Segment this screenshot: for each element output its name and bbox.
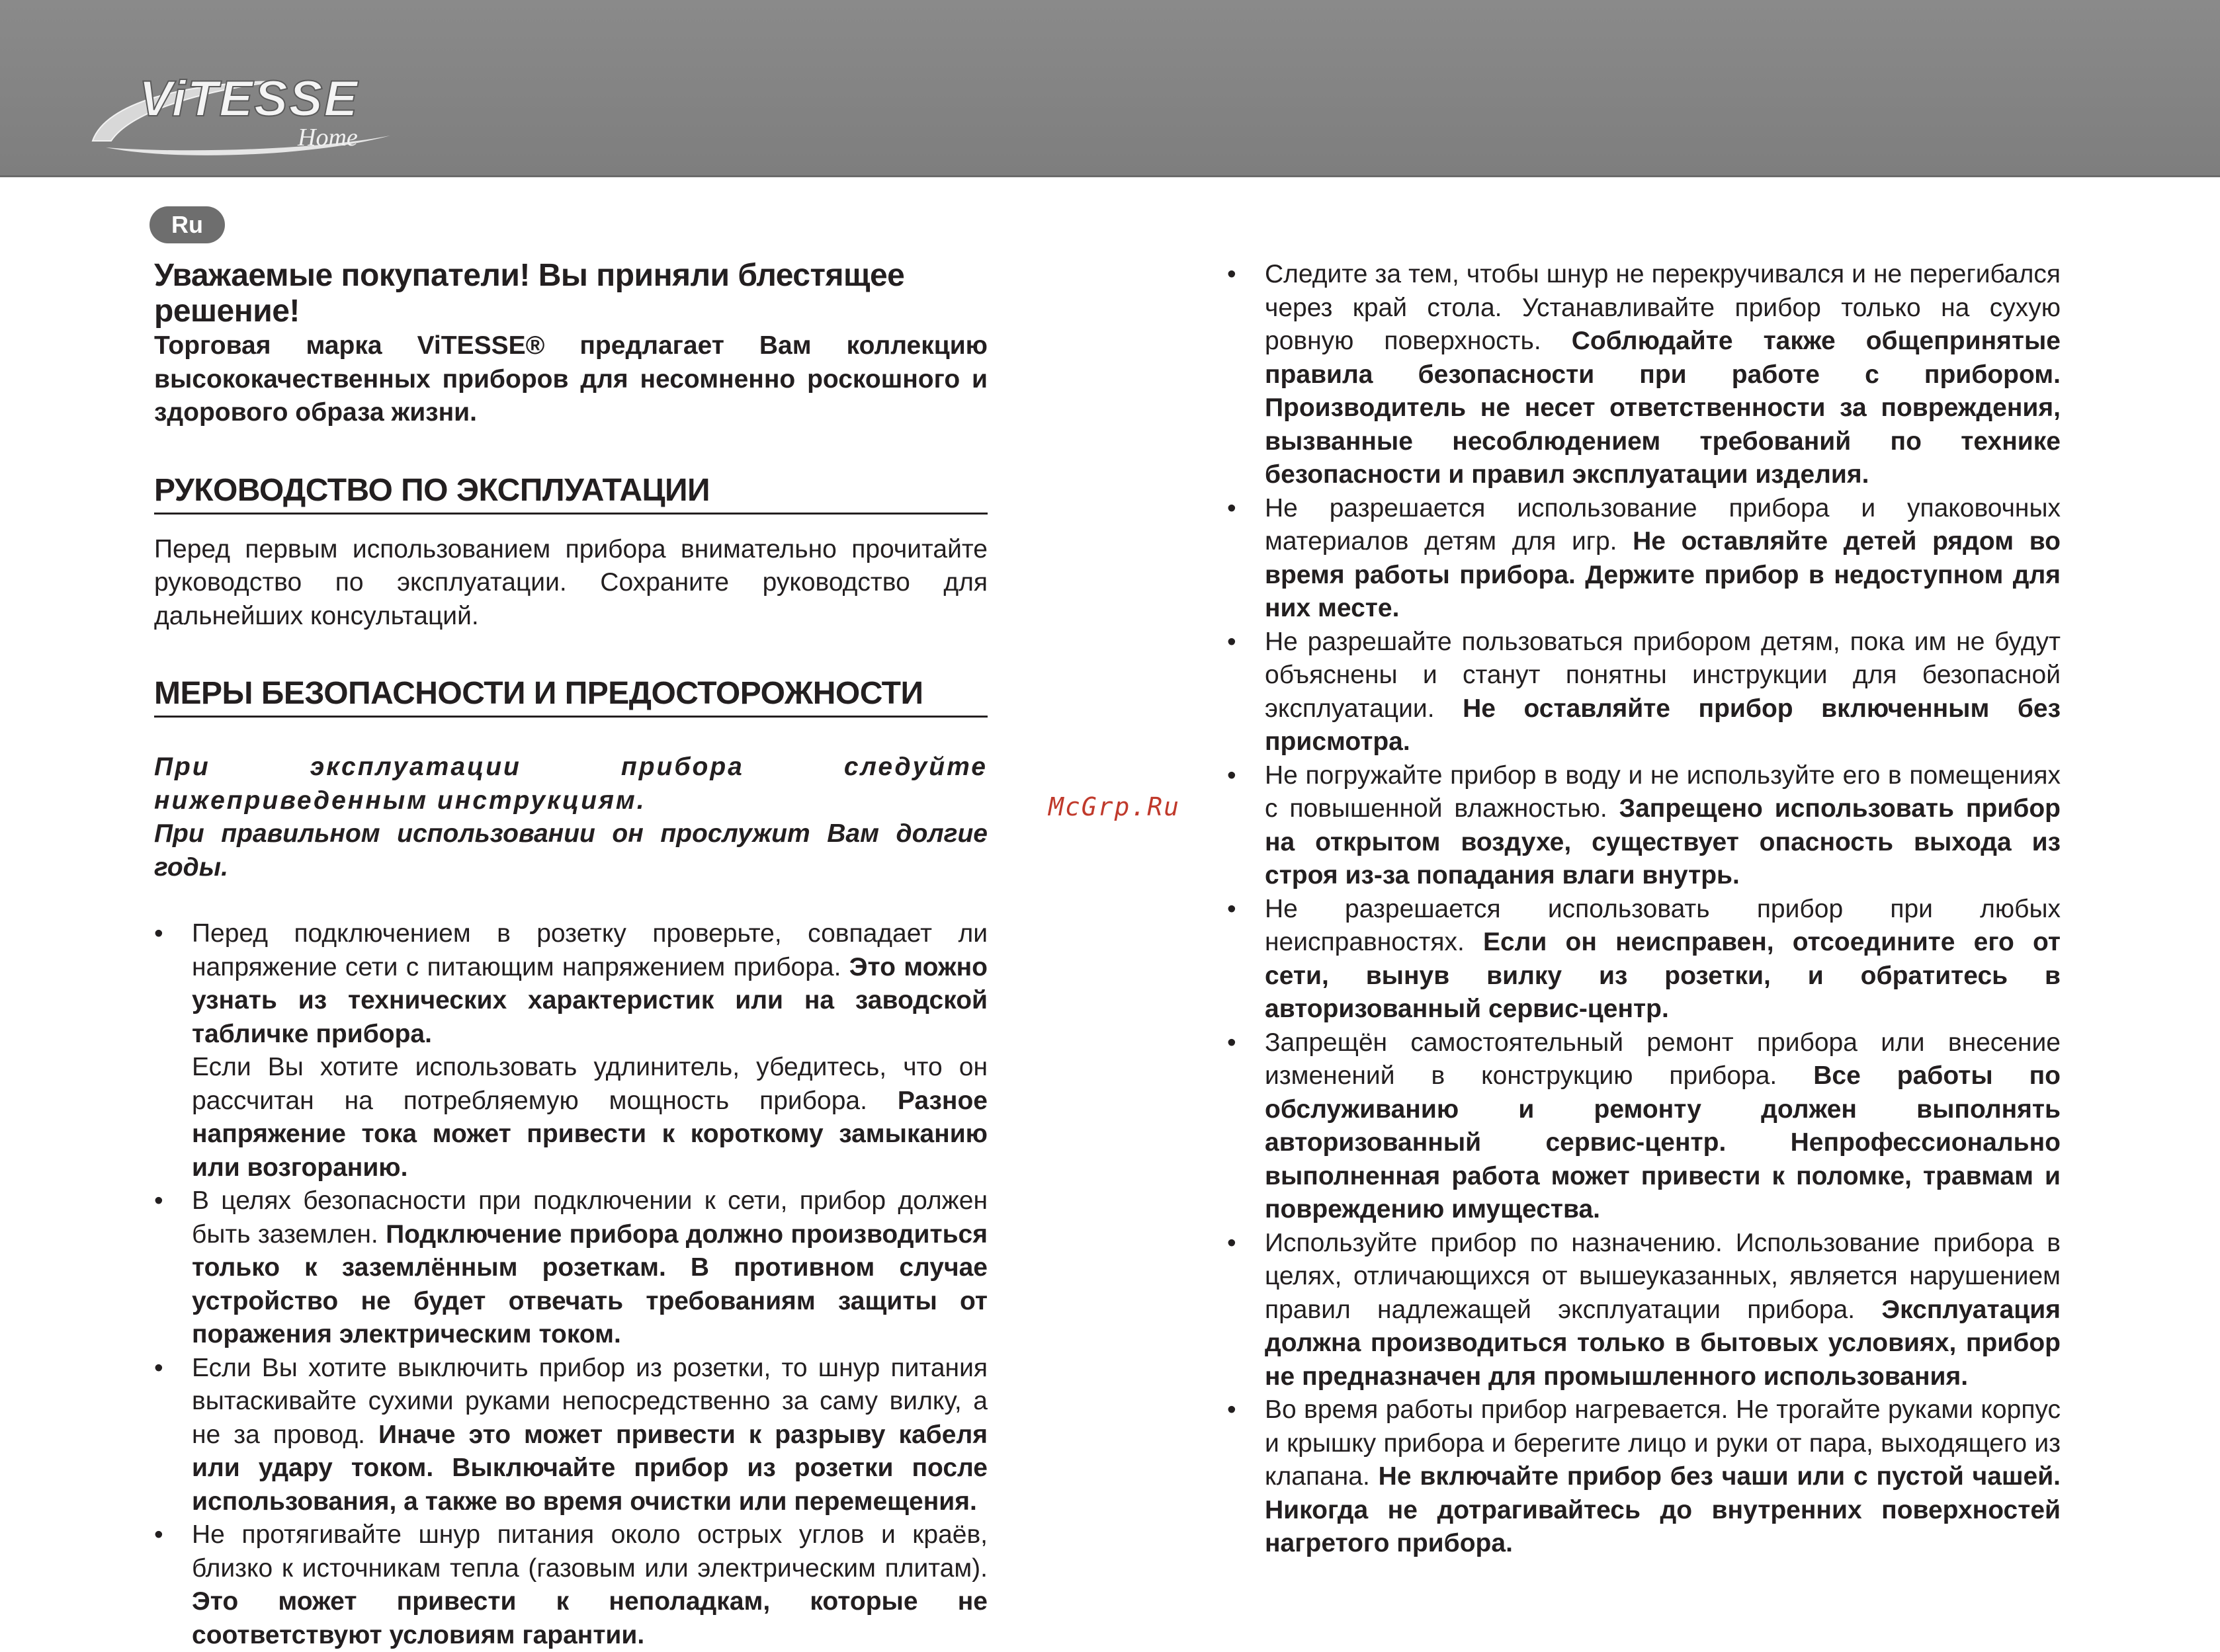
bullet-text: Если Вы хотите выключить прибор из розетки, то шнур питания вытаскивайте сухими руками непосредственно за саму вилку, а не за провод. [192,1353,988,1449]
bullet-bold-text: Это можно узнать из технических характеристик или на заводской табличке прибора. [192,952,988,1048]
list-item [1227,1227,2061,1394]
list-item [1227,258,2061,492]
list-item [1227,1393,2061,1561]
bullet-text: Запрещён самостоятельный ремонт прибора или внесение изменений в конструкцию прибора. [1265,1028,2061,1090]
bullet-text: Не разрешается использование прибора и упаковочных материалов детям для игр. [1265,493,2061,556]
watermark: McGrp.Ru [1048,792,1181,821]
bullet-bold-text: Не включайте прибор без чаши или с пустой чашей. Никогда не дотрагивайтесь до внутренних поверхностей нагретого прибора. [1265,1462,2061,1557]
bullet-bold-text: Не оставляйте прибор включенным без присмотра. [1265,694,2061,756]
list-item [1227,492,2061,626]
safety-intro-1: При эксплуатации прибора следуйте нижеприведенным инструкциям. [154,753,988,815]
logo-brand-sub: Home [298,124,358,151]
bullet-bold-text: Все работы по обслуживанию и ремонту должен выполнять авторизованный сервис-центр. Непрофессионально выполненная работа может привести к поломке, травмам и повреждению имущества. [1265,1061,2061,1223]
list-item [154,1184,988,1352]
manual-section-body: Перед первым использованием прибора внимательно прочитайте руководство по эксплуатации. Сохраните руководство для дальнейших консультаций. [154,534,988,630]
left-column [154,258,988,1652]
bullet-text: В целях безопасности при подключении к сети, прибор должен быть заземлен. [192,1186,988,1249]
safety-section-title: МЕРЫ БЕЗОПАСНОСТИ И ПРЕДОСТОРОЖНОСТИ [154,675,988,718]
list-item [154,917,988,1184]
bullet-bold-text: Соблюдайте также общепринятые правила безопасности при работе с прибором. Производитель не несет ответственности за повреждения, вызванные несоблюдением требований по технике безопасности и правил эксплуатации изделия. [1265,327,2061,489]
list-item [154,1352,988,1519]
bullet-bold-text: Запрещено использовать прибор на открытом воздухе, существует опасность выхода из строя из-за попадания влаги внутрь. [1265,794,2061,889]
list-item [1227,893,2061,1026]
greeting-title: Уважаемые покупатели! Вы приняли блестящее решение! [154,258,905,329]
manual-section-title: РУКОВОДСТВО ПО ЭКСПЛУАТАЦИИ [154,472,988,515]
bullet-text: Перед подключением в розетку проверьте, совпадает ли напряжение сети с питающим напряжением прибора. [192,919,988,981]
right-column [1227,258,2061,1561]
bullet-bold-text: Иначе это может привести к разрыву кабеля или удару током. Выключайте прибор из розетки после использования, а также во время очистки или перемещения. [192,1420,988,1516]
list-item [1227,759,2061,893]
vitesse-logo [79,63,410,162]
bullet-text: Во время работы прибор нагревается. Не трогайте руками корпус и крышку прибора и берегите лицо и руки от пара, выходящего из клапана. [1265,1395,2061,1491]
bullet-bold-text: Это может привести к неполадкам, которые не соответствуют условиям гарантии. [192,1587,988,1649]
bullet-bold-text: Не оставляйте детей рядом во время работы прибора. Держите прибор в недоступном для них месте. [1265,527,2061,622]
right-bullet-list [1227,258,2061,1561]
header-band [0,0,2220,177]
logo-brand: ViTESSE [139,71,359,127]
bullet-bold-text: Если он неисправен, отсоедините его от сети, вынув вилку из розетки, и обратитесь в авторизованный сервис-центр. [1265,928,2061,1023]
bullet-bold-text: Эксплуатация должна производиться только в бытовых условиях, прибор не предназначен для промышленного использования. [1265,1295,2061,1391]
bullet-bold-text: Разное напряжение тока может привести к короткому замыканию или возгоранию. [192,1086,988,1182]
language-badge: Ru [149,206,225,243]
bullet-text: Не разрешайте пользоваться прибором детям, пока им не будут объяснены и станут понятны инструкции для безопасной эксплуатации. [1265,627,2061,723]
greeting-body: Торговая марка ViTESSE® предлагает Вам коллекцию высококачественных приборов для несомненно роскошного и здорового образа жизни. [154,331,988,427]
bullet-text: Используйте прибор по назначению. Использование прибора в целях, отличающихся от вышеуказанных, является нарушением правил надлежащей эксплуатации прибора. [1265,1228,2061,1324]
bullet-text: Не протягивайте шнур питания около острых углов и краёв, близко к источникам тепла (газовым или электрическим плитам). [192,1520,988,1583]
bullet-text: Следите за тем, чтобы шнур не перекручивался и не перегибался через край стола. Устанавливайте прибор только на сухую ровную поверхность. [1265,260,2061,355]
safety-intro-2: При правильном использовании он прослужит Вам долгие годы. [154,819,988,882]
list-item [1227,1026,2061,1227]
bullet-text: Не разрешается использовать прибор при любых неисправностях. [1265,894,2061,956]
bullet-bold-text: Подключение прибора должно производиться только к заземлённым розеткам. В противном случае устройство не будет отвечать требованиям защиты от поражения электрическим током. [192,1219,988,1348]
list-item [1227,626,2061,759]
bullet-text: Не погружайте прибор в воду и не используйте его в помещениях с повышенной влажностью. [1265,761,2061,823]
bullet-text: Если Вы хотите использовать удлинитель, убедитесь, что он рассчитан на потребляемую мощность прибора. [192,1053,988,1115]
list-item [154,1518,988,1652]
left-bullet-list [154,917,988,1652]
